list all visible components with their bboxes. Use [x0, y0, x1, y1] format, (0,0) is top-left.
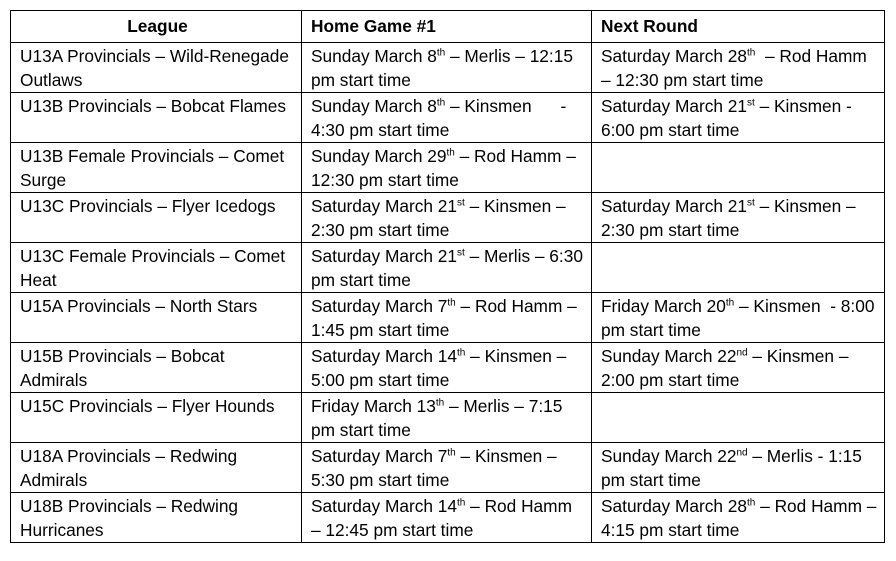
home-date-text: Saturday March 7	[311, 296, 448, 316]
table-row	[11, 343, 885, 393]
home-detail-text: – Merlis – 12:15 pm start time	[311, 46, 578, 90]
home-game-cell	[302, 293, 592, 343]
header-row	[11, 11, 885, 43]
home-date-suffix: th	[446, 147, 455, 159]
provincials-schedule-table	[10, 10, 885, 543]
home-date-suffix: th	[457, 497, 466, 509]
league-cell: U13C Female Provincials – Comet Heat	[11, 243, 302, 293]
table-row	[11, 43, 885, 93]
header-home-game: Home Game #1	[302, 11, 592, 43]
league-cell: U15B Provincials – Bobcat Admirals	[11, 343, 302, 393]
table-header	[11, 11, 885, 43]
league-cell: U15A Provincials – North Stars	[11, 293, 302, 343]
next-date-suffix: nd	[736, 347, 748, 359]
header-league: League	[11, 11, 302, 43]
home-detail-text: – Kinsmen – 2:30 pm start time	[311, 196, 571, 240]
league-cell: U18A Provincials – Redwing Admirals	[11, 443, 302, 493]
next-detail-text: – Kinsmen - 6:00 pm start time	[601, 96, 857, 140]
table-row	[11, 443, 885, 493]
league-cell: U13B Female Provincials – Comet Surge	[11, 143, 302, 193]
home-date-text: Sunday March 8	[311, 46, 437, 66]
next-round-cell	[592, 493, 885, 543]
home-detail-text: – Kinsmen - 4:30 pm start time	[311, 96, 591, 140]
next-date-suffix: st	[747, 197, 755, 209]
home-date-suffix: st	[457, 197, 465, 209]
home-date-suffix: th	[436, 47, 446, 59]
home-game-cell	[302, 243, 592, 293]
table-row	[11, 243, 885, 293]
home-detail-text: – Merlis – 6:30 pm start time	[311, 246, 588, 290]
home-game-cell	[302, 193, 592, 243]
table-row	[11, 493, 885, 543]
table-row	[11, 143, 885, 193]
league-cell: U13B Provincials – Bobcat Flames	[11, 93, 302, 143]
next-detail-text: – Kinsmen – 2:00 pm start time	[601, 346, 854, 390]
home-game-cell	[302, 393, 592, 443]
table-row	[11, 293, 885, 343]
home-date-text: Saturday March 21	[311, 246, 458, 266]
home-date-text: Saturday March 7	[311, 446, 448, 466]
next-round-cell	[592, 143, 885, 193]
home-detail-text: – Merlis – 7:15 pm start time	[311, 396, 568, 440]
next-detail-text: – Rod Hamm – 4:15 pm start time	[601, 496, 882, 540]
home-date-suffix: st	[457, 247, 465, 259]
home-date-text: Saturday March 21	[311, 196, 458, 216]
header-next-round: Next Round	[592, 11, 885, 43]
next-date-suffix: th	[747, 497, 756, 509]
home-date-suffix: th	[436, 97, 446, 109]
home-date-text: Friday March 13	[311, 396, 436, 416]
next-date-text: Sunday March 22	[601, 446, 737, 466]
home-game-cell	[302, 93, 592, 143]
next-round-cell	[592, 93, 885, 143]
home-detail-text: – Kinsmen – 5:00 pm start time	[311, 346, 572, 390]
home-game-cell	[302, 493, 592, 543]
table-row	[11, 193, 885, 243]
table-row	[11, 393, 885, 443]
home-date-suffix: th	[457, 347, 466, 359]
league-cell: U13C Provincials – Flyer Icedogs	[11, 193, 302, 243]
next-date-text: Saturday March 21	[601, 96, 748, 116]
home-detail-text: – Kinsmen – 5:30 pm start time	[311, 446, 562, 490]
next-date-text: Saturday March 28	[601, 46, 748, 66]
next-date-text: Sunday March 22	[601, 346, 737, 366]
league-cell: U18B Provincials – Redwing Hurricanes	[11, 493, 302, 543]
league-cell: U13A Provincials – Wild-Renegade Outlaws	[11, 43, 302, 93]
league-cell: U15C Provincials – Flyer Hounds	[11, 393, 302, 443]
next-date-suffix: th	[747, 47, 756, 59]
next-date-text: Saturday March 21	[601, 196, 748, 216]
next-date-text: Friday March 20	[601, 296, 726, 316]
home-game-cell	[302, 443, 592, 493]
home-date-text: Sunday March 29	[311, 146, 447, 166]
home-date-suffix: th	[447, 297, 456, 309]
home-date-text: Saturday March 14	[311, 496, 458, 516]
next-date-suffix: th	[725, 297, 735, 309]
home-date-suffix: th	[447, 447, 456, 459]
next-round-cell	[592, 443, 885, 493]
table-body	[11, 43, 885, 543]
next-detail-text: – Merlis - 1:15 pm start time	[601, 446, 867, 490]
next-date-suffix: st	[747, 97, 755, 109]
next-date-text: Saturday March 28	[601, 496, 748, 516]
next-detail-text: – Rod Hamm – 12:30 pm start time	[601, 46, 872, 90]
home-detail-text: – Rod Hamm – 1:45 pm start time	[311, 296, 582, 340]
next-round-cell	[592, 193, 885, 243]
next-round-cell	[592, 43, 885, 93]
next-date-suffix: nd	[736, 447, 748, 459]
home-detail-text: – Rod Hamm – 12:30 pm start time	[311, 146, 581, 190]
table-row	[11, 93, 885, 143]
home-date-text: Sunday March 8	[311, 96, 437, 116]
next-round-cell	[592, 393, 885, 443]
home-game-cell	[302, 143, 592, 193]
next-detail-text: – Kinsmen – 2:30 pm start time	[601, 196, 861, 240]
next-round-cell	[592, 343, 885, 393]
home-detail-text: – Rod Hamm – 12:45 pm start time	[311, 496, 577, 540]
next-round-cell	[592, 293, 885, 343]
home-date-suffix: th	[435, 397, 445, 409]
home-game-cell	[302, 43, 592, 93]
next-round-cell	[592, 243, 885, 293]
home-date-text: Saturday March 14	[311, 346, 458, 366]
home-game-cell	[302, 343, 592, 393]
next-detail-text: – Kinsmen - 8:00 pm start time	[601, 296, 880, 340]
